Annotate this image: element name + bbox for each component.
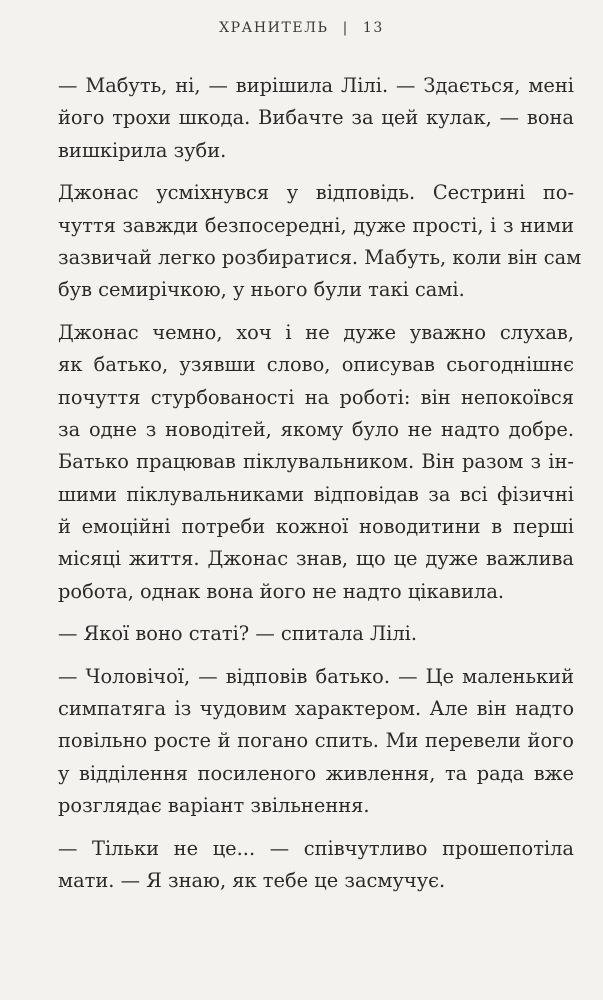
text-line: його трохи шкода. Вибачте за цей кулак, — вона — [58, 106, 574, 130]
text-line: Джонас усміхнувся у відповідь. Сестрині по- — [58, 181, 574, 205]
text-line: Джонас чемно, хоч і не дуже уважно слухав, — [58, 320, 574, 344]
paragraph — [58, 661, 574, 823]
text-line: робота, однак вона його не надто цікавила. — [58, 579, 505, 603]
text-line: як батько, узявши слово, описував сьогоднішнє — [58, 353, 574, 377]
text-line: — Якої воно статі? — спитала Лілі. — [58, 622, 418, 646]
paragraph — [58, 618, 574, 650]
text-line: симпатяга із чудовим характером. Але він надто — [58, 697, 574, 721]
text-line: почуття стурбованості на роботі: він непокоївся — [58, 385, 574, 409]
paragraph — [58, 177, 582, 307]
page-number: 13 — [362, 20, 384, 36]
text-line: — Мабуть, ні, — вирішила Лілі. — Здається, мені — [58, 74, 574, 97]
running-title: ХРАНИТЕЛЬ — [219, 20, 329, 36]
header-separator: | — [342, 20, 349, 36]
text-line: мати. — Я знаю, як тебе це засмучує. — [58, 868, 446, 892]
paragraph — [58, 317, 574, 609]
text-line: чуття завжди безпосередні, дуже прості, і з ними — [58, 213, 574, 237]
text-line: повільно росте й погано спить. Ми перевели його — [58, 729, 574, 753]
paragraph — [58, 833, 574, 898]
text-line: за одне з новодітей, якому було не надто добре. — [58, 417, 574, 441]
text-line: — Чоловічої, — відповів батько. — Це маленький — [58, 664, 574, 688]
text-line: розглядає варіант звільнення. — [58, 794, 370, 818]
text-line: зазвичай легко розбиратися. Мабуть, коли він сам — [58, 245, 582, 269]
running-header — [0, 18, 603, 38]
text-line: Батько працював піклувальником. Він разом з ін- — [58, 450, 574, 474]
text-line: шими піклувальниками відповідав за всі фізичні — [58, 482, 574, 506]
text-line: місяці життя. Джонас знав, що це дуже важлива — [58, 547, 574, 571]
paragraph — [58, 70, 574, 167]
text-line: й емоційні потреби кожної новодитини в перші — [58, 515, 574, 539]
text-line: у відділення посиленого живлення, та рада вже — [58, 761, 574, 785]
text-line: — Тільки не це... — співчутливо прошепотіла — [58, 836, 574, 860]
body-text — [58, 70, 582, 907]
text-line: вишкірила зуби. — [58, 138, 227, 162]
text-line: був семирічкою, у нього були такі самі. — [58, 278, 465, 302]
